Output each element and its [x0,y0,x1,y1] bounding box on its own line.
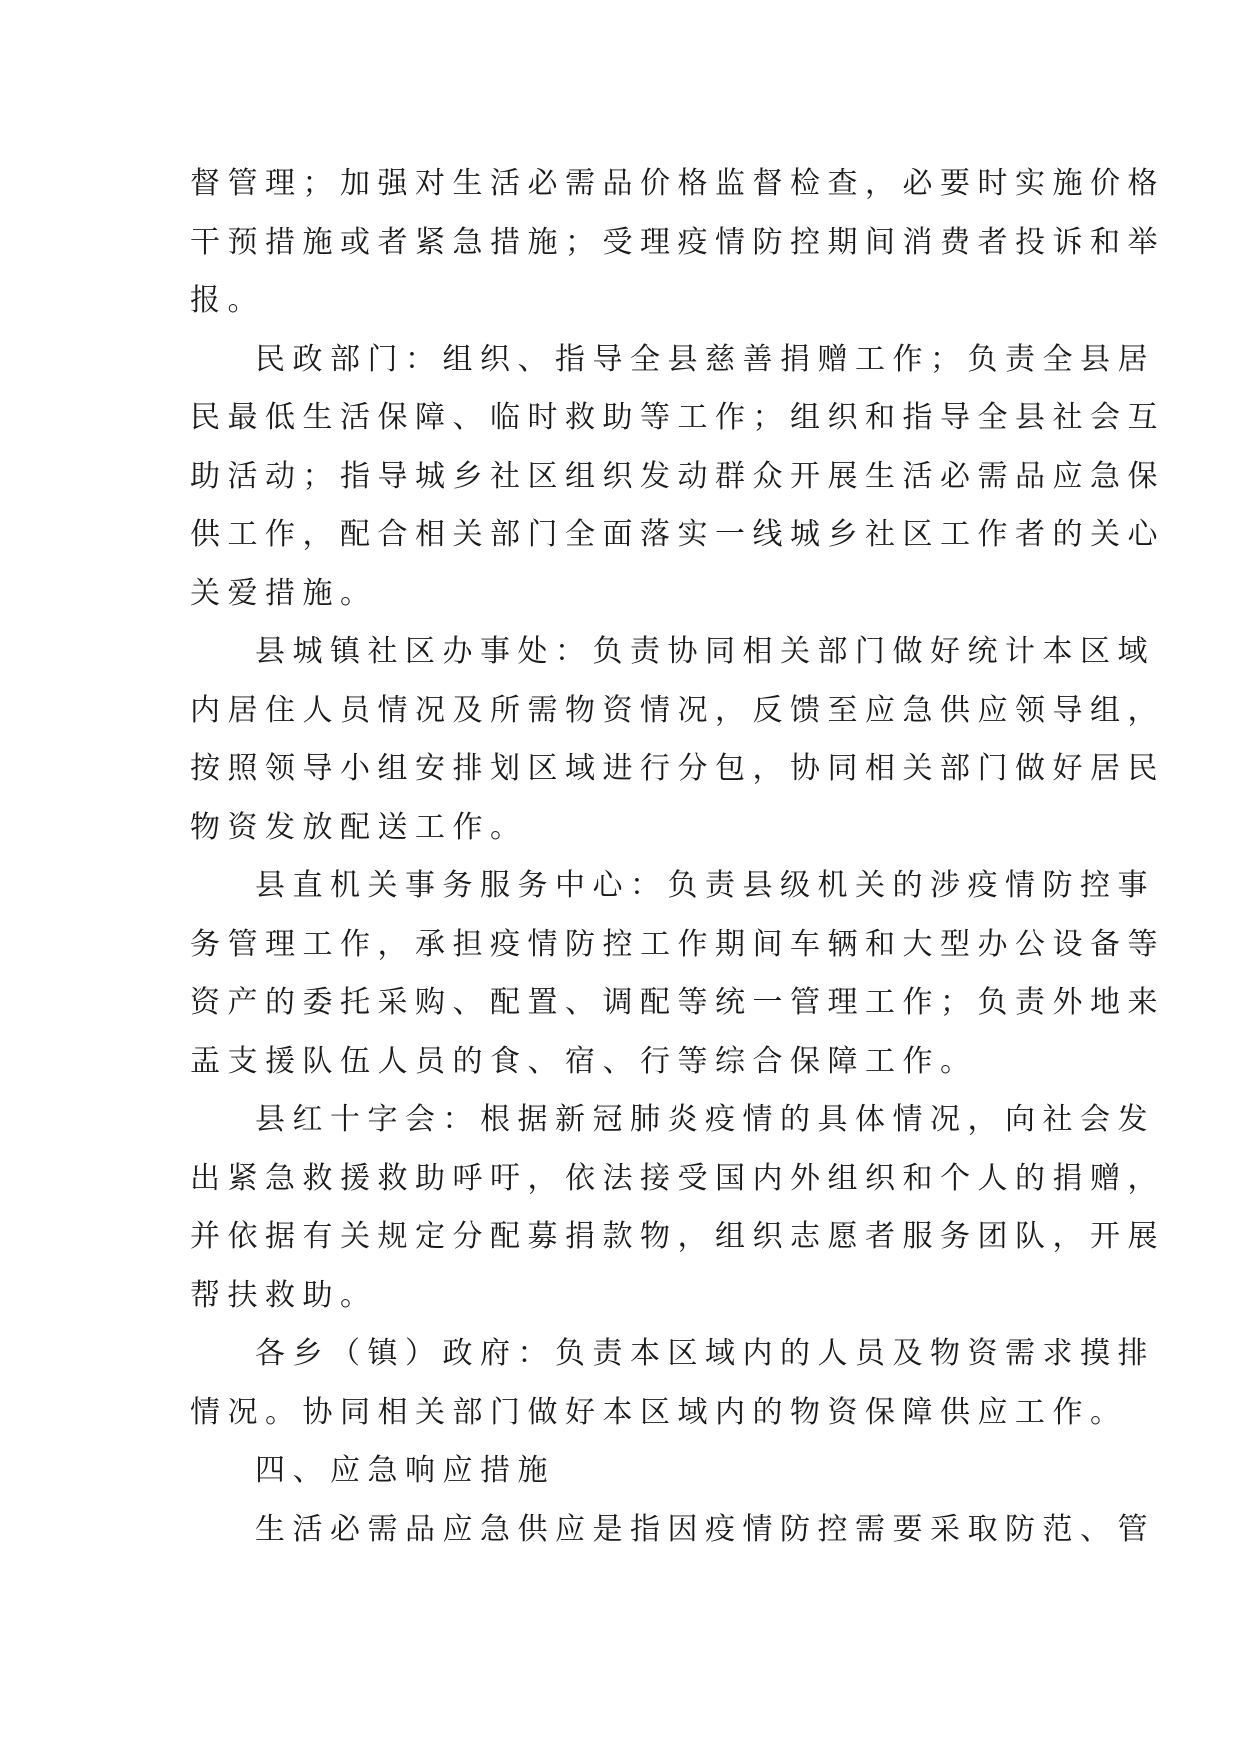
text-line: 民最低生活保障、临时救助等工作；组织和指导全县社会互 [190,400,1165,435]
text-line: 督管理；加强对生活必需品价格监督检查，必要时实施价格 [190,166,1165,201]
paragraph-first-line: 四、应急响应措施 [255,1453,555,1488]
text-line: 出紧急救援救助呼吁，依法接受国内外组织和个人的捐赠， [190,1160,1165,1196]
text-line: 内居住人员情况及所需物资情况，反馈至应急供应领导组， [190,692,1165,728]
text-line: 物资发放配送工作。 [190,809,528,845]
text-line: 报。 [190,283,265,318]
text-line: 干预措施或者紧急措施；受理疫情防控期间消费者投诉和举 [190,224,1165,260]
text-line: 帮扶救助。 [190,1277,378,1313]
paragraph-first-line: 生活必需品应急供应是指因疫情防控需要采取防范、管 [255,1511,1155,1547]
paragraph-first-line: 各乡（镇）政府：负责本区域内的人员及物资需求摸排 [255,1336,1155,1371]
document-body [190,155,1165,1559]
text-line: 务管理工作，承担疫情防控工作期间车辆和大型办公设备等 [190,926,1165,962]
text-line: 资产的委托采购、配置、调配等统一管理工作；负责外地来 [190,985,1165,1020]
text-line: 情况。协同相关部门做好本区域内的物资保障供应工作。 [190,1394,1128,1430]
text-line: 供工作，配合相关部门全面落实一线城乡社区工作者的关心 [190,517,1165,552]
paragraph-first-line: 县红十字会：根据新冠肺炎疫情的具体情况，向社会发 [255,1102,1155,1137]
text-line: 并依据有关规定分配募捐款物，组织志愿者服务团队，开展 [190,1219,1165,1254]
text-line: 关爱措施。 [190,575,378,611]
paragraph-first-line: 县直机关事务服务中心：负责县级机关的涉疫情防控事 [255,868,1155,903]
paragraph-first-line: 民政部门：组织、指导全县慈善捐赠工作；负责全县居 [255,341,1155,377]
paragraph-first-line: 县城镇社区办事处：负责协同相关部门做好统计本区域 [255,634,1155,669]
text-line: 按照领导小组安排划区域进行分包，协同相关部门做好居民 [190,751,1165,786]
text-line: 盂支援队伍人员的食、宿、行等综合保障工作。 [190,1043,978,1079]
text-line: 助活动；指导城乡社区组织发动群众开展生活必需品应急保 [190,458,1165,494]
